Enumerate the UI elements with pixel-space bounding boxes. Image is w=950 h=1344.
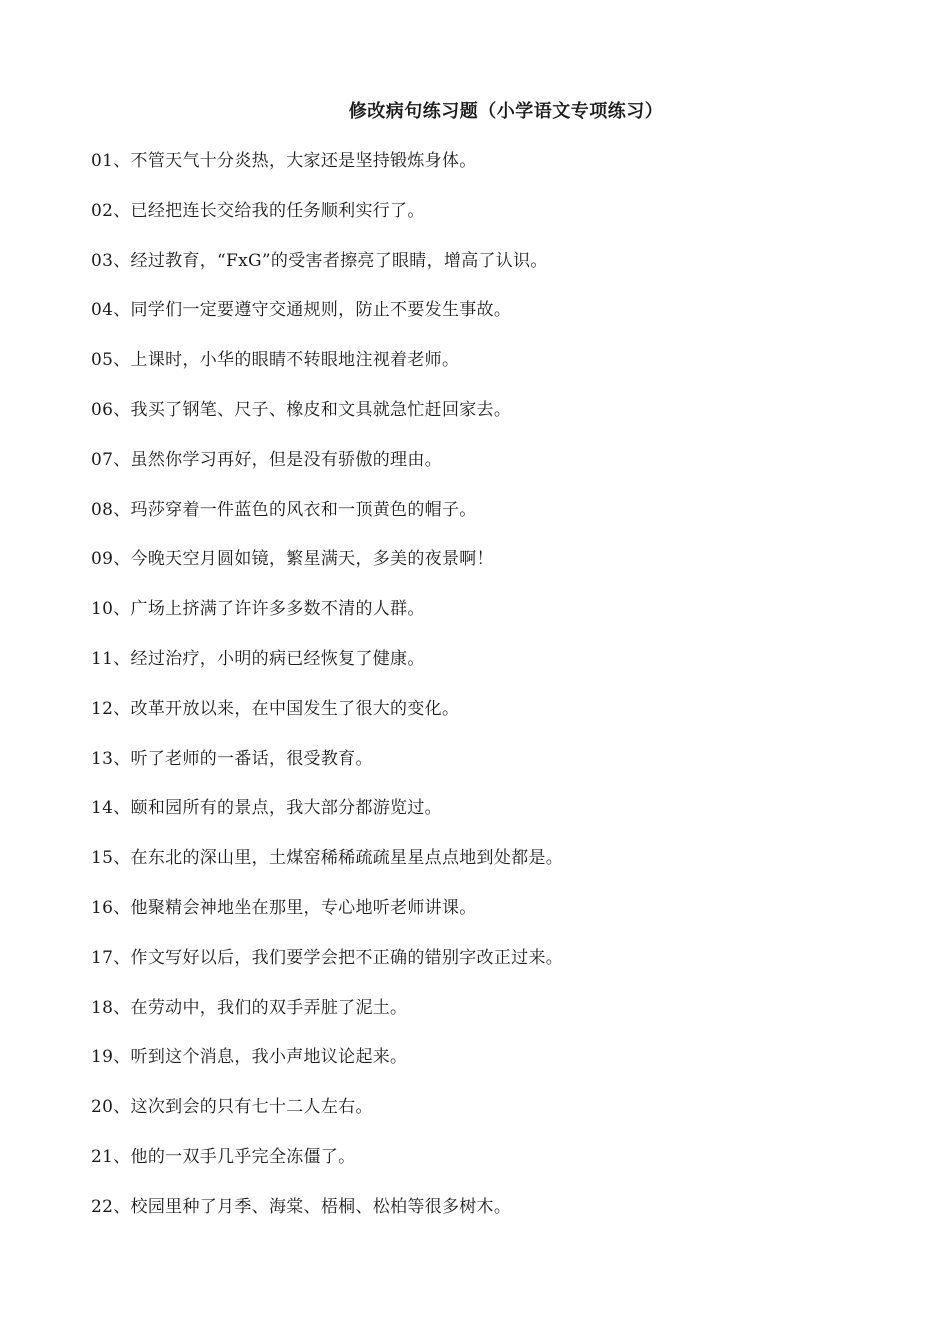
question-text: 同学们一定要遵守交通规则，防止不要发生事故。: [130, 300, 512, 321]
question-item: [91, 449, 563, 499]
question-item: [91, 797, 563, 847]
question-number: 13: [91, 748, 114, 769]
question-text: 广场上挤满了许许多多数不清的人群。: [130, 599, 425, 620]
question-number: 16: [91, 897, 114, 918]
question-item: [91, 897, 563, 947]
question-text: 在劳动中，我们的双手弄脏了泥土。: [130, 997, 408, 1018]
question-text: 不管天气十分炎热，大家还是坚持锻炼身体。: [130, 151, 477, 171]
question-separator: 、: [113, 897, 131, 918]
question-separator: 、: [113, 549, 131, 570]
question-separator: 、: [113, 449, 131, 470]
question-item: [91, 1196, 563, 1246]
question-item: [91, 698, 563, 748]
question-item: [91, 299, 563, 349]
question-text: 经过治疗，小明的病已经恢复了健康。: [130, 648, 425, 669]
question-number: 17: [91, 947, 114, 968]
question-separator: 、: [113, 151, 131, 171]
question-number: 09: [91, 549, 114, 570]
question-item: [91, 1146, 563, 1196]
question-item: [91, 399, 563, 449]
question-text: 听到这个消息，我小声地议论起来。: [130, 1047, 408, 1068]
question-separator: 、: [113, 748, 131, 769]
question-number: 22: [91, 1196, 114, 1217]
question-text: 作文写好以后，我们要学会把不正确的错别字改正过来。: [130, 947, 564, 968]
question-separator: 、: [113, 300, 131, 321]
question-item: [91, 947, 563, 997]
question-number: 14: [91, 798, 114, 819]
question-number: 18: [91, 997, 114, 1018]
question-text: 上课时，小华的眼睛不转眼地注视着老师。: [130, 350, 460, 371]
question-number: 05: [91, 350, 114, 371]
question-number: 21: [91, 1146, 114, 1167]
question-number: 02: [91, 200, 114, 221]
question-number: 03: [91, 250, 114, 271]
question-separator: 、: [113, 848, 131, 869]
question-item: [91, 847, 563, 897]
question-item: [91, 748, 563, 798]
question-item: [91, 1046, 563, 1096]
question-text: 今晚天空月圆如镜，繁星满天，多美的夜景啊！: [130, 549, 494, 570]
question-separator: 、: [113, 798, 131, 819]
question-text: 虽然你学习再好，但是没有骄傲的理由。: [130, 449, 442, 470]
question-text: 他的一双手几乎完全冻僵了。: [130, 1146, 356, 1167]
question-text: 玛莎穿着一件蓝色的风衣和一顶黄色的帽子。: [130, 499, 477, 520]
question-item: [91, 598, 563, 648]
question-separator: 、: [113, 350, 131, 371]
question-item: [91, 200, 563, 250]
question-number: 19: [91, 1047, 114, 1068]
question-number: 20: [91, 1097, 114, 1118]
question-separator: 、: [113, 1047, 131, 1068]
question-separator: 、: [113, 1196, 131, 1217]
question-number: 12: [91, 698, 114, 719]
question-item: [91, 997, 563, 1047]
question-text: 校园里种了月季、海棠、梧桐、松柏等很多树木。: [130, 1196, 512, 1217]
question-separator: 、: [113, 1097, 131, 1118]
question-separator: 、: [113, 1146, 131, 1167]
question-item: [91, 648, 563, 698]
question-number: 06: [91, 399, 114, 420]
question-separator: 、: [113, 399, 131, 420]
question-number: 07: [91, 449, 114, 470]
question-separator: 、: [113, 698, 131, 719]
question-text: 他聚精会神地坐在那里，专心地听老师讲课。: [130, 897, 477, 918]
question-separator: 、: [113, 599, 131, 620]
question-text: 在东北的深山里，土煤窑稀稀疏疏星星点点地到处都是。: [130, 848, 564, 869]
question-separator: 、: [113, 947, 131, 968]
question-number: 04: [91, 300, 114, 321]
question-separator: 、: [113, 997, 131, 1018]
question-number: 08: [91, 499, 114, 520]
question-separator: 、: [113, 499, 131, 520]
question-text: 听了老师的一番话，很受教育。: [130, 748, 373, 769]
question-item: [91, 150, 563, 200]
question-number: 11: [91, 648, 114, 669]
question-text: 这次到会的只有七十二人左右。: [130, 1097, 373, 1118]
question-text: 经过教育，“FxG”的受害者擦亮了眼睛，增高了认识。: [130, 250, 548, 271]
question-item: [91, 1096, 563, 1146]
question-text: 已经把连长交给我的任务顺利实行了。: [130, 200, 425, 221]
question-number: 01: [91, 151, 114, 171]
question-number: 15: [91, 848, 114, 869]
question-list: [91, 150, 563, 1246]
question-item: [91, 548, 563, 598]
question-item: [91, 499, 563, 549]
question-item: [91, 250, 563, 300]
page-title: 修改病句练习题（小学语文专项练习）: [348, 101, 664, 122]
question-separator: 、: [113, 200, 131, 221]
question-separator: 、: [113, 250, 131, 271]
question-text: 我买了钢笔、尺子、橡皮和文具就急忙赶回家去。: [130, 399, 512, 420]
question-text: 颐和园所有的景点，我大部分都游览过。: [130, 798, 442, 819]
question-number: 10: [91, 599, 114, 620]
question-separator: 、: [113, 648, 131, 669]
question-item: [91, 349, 563, 399]
question-text: 改革开放以来，在中国发生了很大的变化。: [130, 698, 460, 719]
